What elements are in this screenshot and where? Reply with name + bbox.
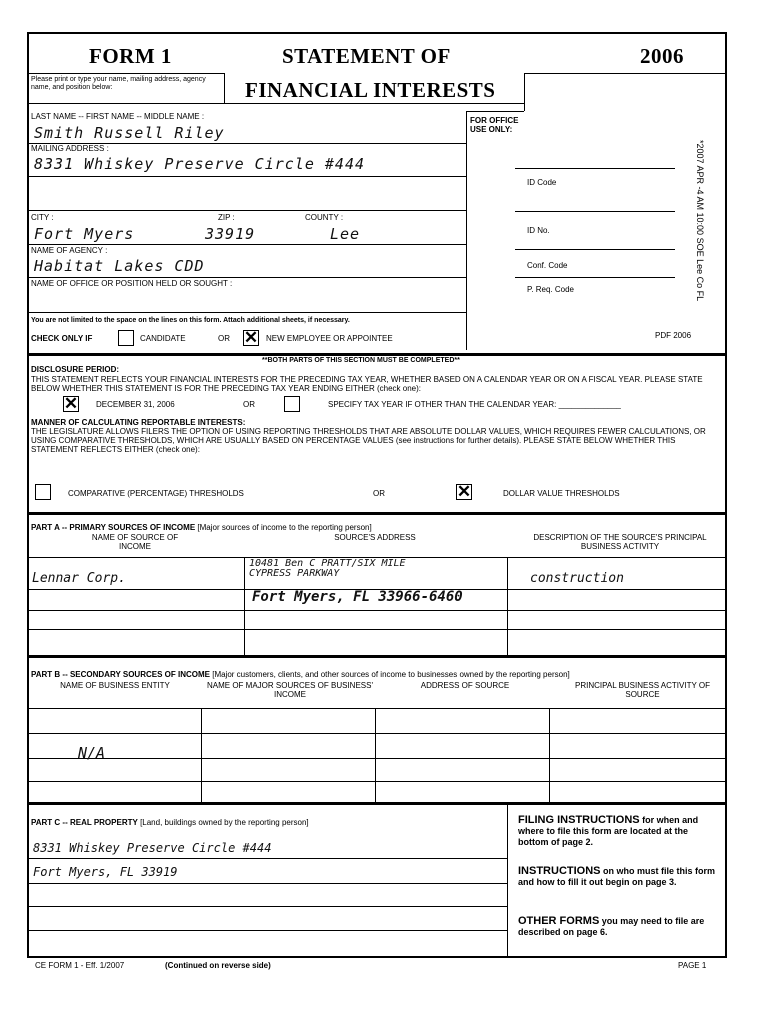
part-c-property-line2[interactable]: Fort Myers, FL 33919 [33, 865, 178, 879]
attach-note: You are not limited to the space on the lines on this form. Attach additional sheets, if necessary. [31, 317, 350, 324]
mailing-value[interactable]: 8331 Whiskey Preserve Circle #444 [34, 155, 366, 173]
part-a-address-line1[interactable]: 10481 Ben C PRATT/SIX MILE [249, 558, 406, 569]
part-b-subtitle: [Major customers, clients, and other sources of income to businesses owned by the reporting person] [212, 670, 570, 679]
form-year: 2006 [640, 44, 684, 68]
county-label: COUNTY : [305, 213, 344, 222]
office-label: NAME OF OFFICE OR POSITION HELD OR SOUGHT : [31, 279, 233, 288]
must-complete-note: **BOTH PARTS OF THIS SECTION MUST BE COMPLETED** [262, 357, 460, 364]
new-employee-checkmark: ✕ [243, 328, 259, 347]
city-value[interactable]: Fort Myers [34, 225, 135, 243]
office-use-label: FOR OFFICE USE ONLY: [470, 116, 519, 134]
part-c-title-row [31, 818, 309, 827]
dec31-label: DECEMBER 31, 2006 [96, 400, 175, 409]
dec31-checkmark: ✕ [63, 394, 79, 413]
specify-year-label: SPECIFY TAX YEAR IF OTHER THAN THE CALENDAR YEAR: ______________ [328, 400, 621, 409]
pdf-label: PDF 2006 [655, 331, 692, 340]
part-a-col2: SOURCE'S ADDRESS [334, 533, 416, 542]
form-number: FORM 1 [89, 44, 172, 68]
part-a-col1: NAME OF SOURCE OF INCOME [91, 533, 179, 551]
title-line1: STATEMENT OF [282, 44, 451, 68]
print-instruction: Please print or type your name, mailing address, agency name, and position below: [31, 76, 206, 91]
part-b-title-row [31, 670, 570, 679]
period-text: THIS STATEMENT REFLECTS YOUR FINANCIAL INTERESTS FOR THE PRECEDING TAX YEAR, WHETHER BASED ON A CALENDAR YEAR OR ON A FISCAL YEAR. PLEASE STATE BELOW WHETHER THIS STATEMENT IS FOR THE PRECEDING TAX YEAR ENDING EITHER (check one): [31, 375, 703, 393]
part-a-description[interactable]: construction [530, 571, 624, 586]
period-label: DISCLOSURE PERIOD: [31, 365, 120, 374]
manner-text: THE LEGISLATURE ALLOWS FILERS THE OPTION OF USING REPORTING THRESHOLDS THAT ARE ABSOLUTE DOLLAR VALUES, WHICH REQUIRES FEWER CALCULATIONS, OR USING COMPARATIVE THRESHOLDS, WHICH ARE USUALLY BASED ON PERCENTAGE VALUES (see instructions for further details). PLEASE STATE BELOW WHETHER THIS STATEMENT REFLECTS EITHER (check one): [31, 427, 706, 454]
part-a-title: PART A -- PRIMARY SOURCES OF INCOME [31, 523, 196, 532]
other-head: OTHER FORMS [518, 915, 600, 927]
agency-label: NAME OF AGENCY : [31, 246, 108, 255]
part-a-subtitle: [Major sources of income to the reporting person] [197, 523, 372, 532]
part-b-col1: NAME OF BUSINESS ENTITY [60, 681, 170, 690]
conf-code-label: Conf. Code [527, 261, 568, 270]
dollar-checkmark: ✕ [456, 482, 472, 501]
part-b-title: PART B -- SECONDARY SOURCES OF INCOME [31, 670, 210, 679]
comparative-label: COMPARATIVE (PERCENTAGE) THRESHOLDS [68, 489, 244, 498]
comparative-checkbox[interactable] [35, 484, 51, 500]
zip-value[interactable]: 33919 [205, 225, 256, 243]
filing-head: FILING INSTRUCTIONS [518, 814, 640, 826]
received-stamp: *2007 APR -4 AM 10:00 SOE Lee Co FL [695, 140, 705, 302]
instr-head: INSTRUCTIONS [518, 865, 601, 877]
specify-year-checkbox[interactable] [284, 396, 300, 412]
footer-page: PAGE 1 [678, 961, 707, 970]
req-code-label: P. Req. Code [527, 285, 574, 294]
zip-label: ZIP : [218, 213, 235, 222]
manner-label: MANNER OF CALCULATING REPORTABLE INTERESTS: [31, 418, 246, 427]
dollar-label: DOLLAR VALUE THRESHOLDS [503, 489, 620, 498]
part-c-title: PART C -- REAL PROPERTY [31, 818, 138, 827]
new-employee-label: NEW EMPLOYEE OR APPOINTEE [266, 334, 393, 343]
footer-continued: (Continued on reverse side) [165, 961, 271, 970]
candidate-checkbox[interactable] [118, 330, 134, 346]
check-or: OR [218, 334, 230, 343]
name-label: LAST NAME -- FIRST NAME -- MIDDLE NAME : [31, 112, 205, 121]
part-a-source-name[interactable]: Lennar Corp. [32, 571, 126, 586]
id-code-label: ID Code [527, 178, 557, 187]
part-a-col3: DESCRIPTION OF THE SOURCE'S PRINCIPAL BUSINESS ACTIVITY [533, 533, 707, 551]
filing-text: for when and where to file this form are located at the bottom of page 2. [518, 815, 699, 847]
part-b-na[interactable]: N/A [78, 744, 106, 762]
part-c-subtitle: [Land, buildings owned by the reporting person] [140, 818, 309, 827]
county-value[interactable]: Lee [330, 225, 361, 243]
id-no-label: ID No. [527, 226, 550, 235]
title-line2: FINANCIAL INTERESTS [245, 78, 496, 102]
name-value[interactable]: Smith Russell Riley [34, 124, 225, 142]
period-or: OR [243, 400, 255, 409]
manner-or: OR [373, 489, 385, 498]
filing-instructions [518, 815, 718, 848]
mailing-label: MAILING ADDRESS : [31, 144, 109, 153]
part-b-col3: ADDRESS OF SOURCE [420, 681, 510, 690]
part-a-address-line3[interactable]: Fort Myers, FL 33966-6460 [252, 589, 463, 605]
part-b-col2: NAME OF MAJOR SOURCES OF BUSINESS' INCOME [207, 681, 373, 699]
check-only-if: CHECK ONLY IF [31, 334, 93, 343]
city-label: CITY : [31, 213, 54, 222]
candidate-label: CANDIDATE [140, 334, 186, 343]
part-c-property-line1[interactable]: 8331 Whiskey Preserve Circle #444 [33, 841, 272, 855]
footer-form-id: CE FORM 1 - Eff. 1/2007 [35, 961, 125, 970]
other-text: you may need to file are described on page 6. [518, 916, 705, 937]
part-b-col4: PRINCIPAL BUSINESS ACTIVITY OF SOURCE [575, 681, 710, 699]
instr-text: on who must file this form and how to fill it out begin on page 3. [518, 866, 715, 887]
part-a-title-row [31, 523, 372, 532]
instructions-block [518, 866, 718, 888]
agency-value[interactable]: Habitat Lakes CDD [34, 257, 205, 275]
part-a-address-line2[interactable]: CYPRESS PARKWAY [249, 568, 340, 579]
other-forms-block [518, 916, 718, 938]
